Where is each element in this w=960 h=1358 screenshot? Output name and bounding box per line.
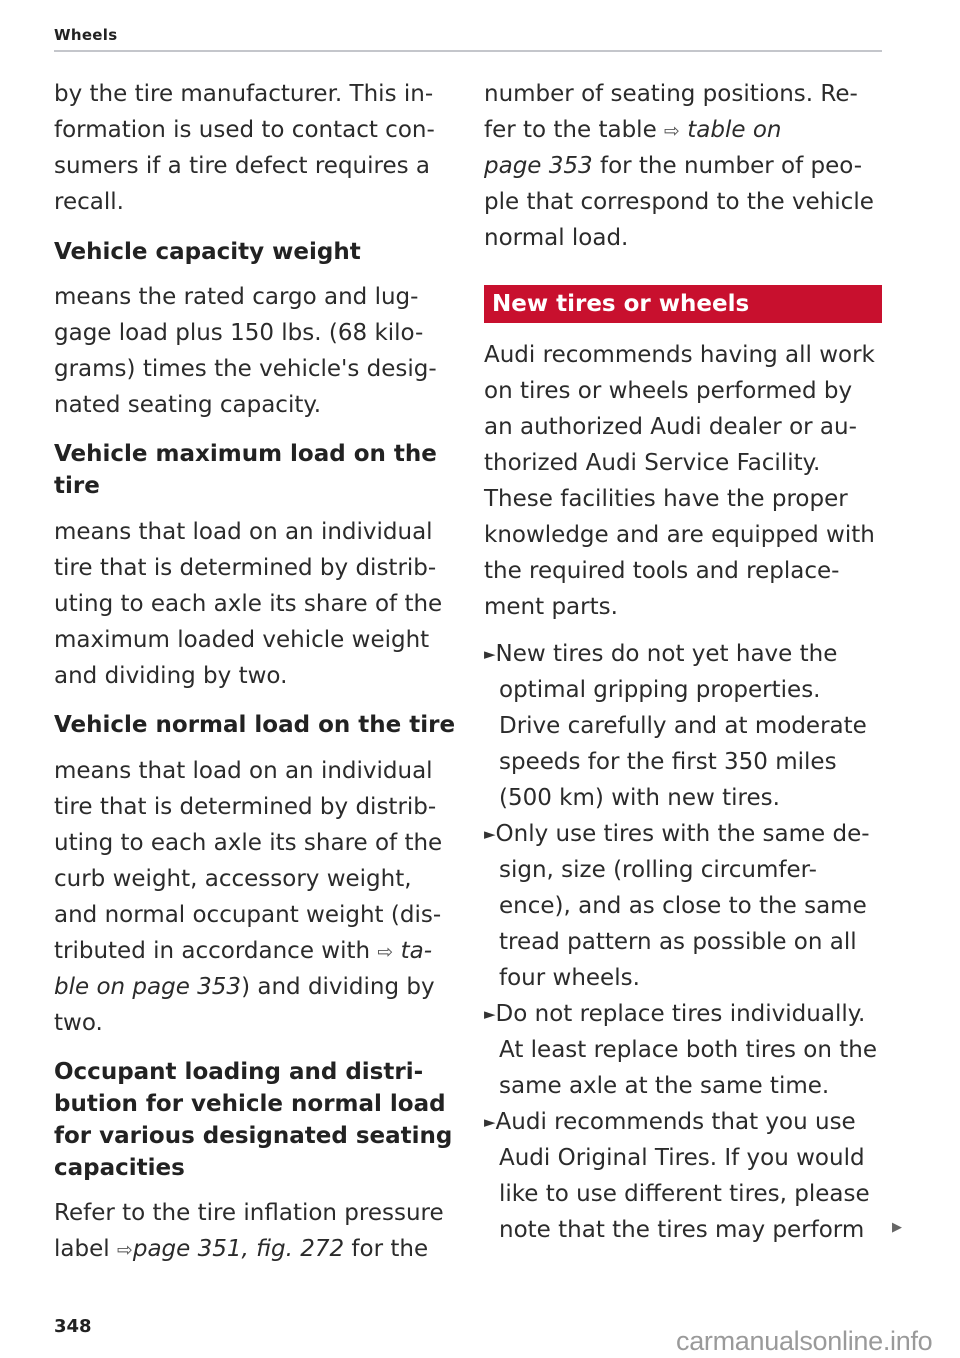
xref-arrow-icon: ⇨	[664, 120, 680, 142]
body-text: sign, size (rolling circumfer-	[499, 857, 817, 883]
heading-vehicle-capacity-weight: Vehicle capacity weight	[54, 239, 361, 265]
heading-vehicle-normal-load: Vehicle normal load on the tire	[54, 712, 456, 738]
body-text: These facilities have the proper	[484, 486, 848, 512]
body-text: tire that is determined by distrib-	[54, 794, 437, 820]
section-banner-new-tires	[484, 285, 882, 323]
bullet-icon: ►	[484, 1113, 496, 1131]
section-title: Wheels	[54, 26, 118, 44]
body-text: tread pattern as possible on all	[499, 929, 857, 955]
body-text: optimal gripping properties.	[499, 677, 821, 703]
body-text	[54, 933, 432, 970]
watermark: carmanualsonline.info	[676, 1326, 933, 1356]
body-text: means that load on an individual	[54, 758, 433, 784]
text-span: ) and dividing by	[241, 974, 435, 1000]
body-text	[484, 148, 862, 184]
xref-link-table-353[interactable]: ta-	[400, 938, 433, 964]
text-span: fer to the table	[484, 117, 665, 143]
body-text	[484, 112, 782, 149]
body-text: Audi recommends having all work	[484, 342, 875, 368]
body-text: thorized Audi Service Facility.	[484, 450, 821, 476]
xref-link-table-353[interactable]: ble on page 353	[54, 974, 242, 1000]
body-text: curb weight, accessory weight,	[54, 866, 412, 892]
text-span: for the number of peo-	[592, 153, 863, 179]
body-text: uting to each axle its share of the	[54, 591, 443, 617]
body-text: ple that correspond to the vehicle	[484, 189, 874, 215]
body-text: knowledge and are equipped with	[484, 522, 875, 548]
body-text: normal load.	[484, 225, 629, 251]
body-text: Drive carefully and at moderate	[499, 713, 867, 739]
text-span: label	[54, 1236, 117, 1262]
body-text: by the tire manufacturer. This in-	[54, 81, 434, 107]
heading-vehicle-maximum-load: tire	[54, 473, 100, 499]
body-text: recall.	[54, 189, 124, 215]
body-text: on tires or wheels performed by	[484, 378, 853, 404]
body-text: and normal occupant weight (dis-	[54, 902, 442, 928]
body-text: two.	[54, 1010, 103, 1036]
body-text: means the rated cargo and lug-	[54, 284, 419, 310]
text-span: Only use tires with the same de-	[495, 821, 870, 847]
page-number: 348	[54, 1316, 92, 1337]
body-text	[54, 969, 435, 1005]
body-text: means that load on an individual	[54, 519, 433, 545]
body-text: note that the tires may perform	[499, 1217, 865, 1243]
xref-arrow-icon: ⇨	[377, 941, 394, 963]
body-text: ment parts.	[484, 594, 618, 620]
body-text: same axle at the same time.	[499, 1073, 830, 1099]
body-text: (500 km) with new tires.	[499, 785, 780, 811]
text-span: for the	[344, 1236, 429, 1262]
bullet-icon: ►	[484, 645, 496, 663]
body-text: like to use different tires, please	[499, 1181, 870, 1207]
xref-link-table-353[interactable]: table on	[687, 117, 782, 143]
bullet-first-line	[484, 636, 837, 674]
xref-link-table-353[interactable]: page 353	[484, 153, 593, 179]
text-span: Do not replace tires individually.	[495, 1001, 866, 1027]
xref-arrow-icon: ⇨	[116, 1239, 133, 1261]
body-text: uting to each axle its share of the	[54, 830, 443, 856]
heading-vehicle-maximum-load: Vehicle maximum load on the	[54, 441, 437, 467]
body-text: Refer to the tire inflation pressure	[54, 1200, 444, 1226]
body-text: four wheels.	[499, 965, 640, 991]
heading-occupant-loading: Occupant loading and distri-	[54, 1059, 424, 1085]
body-text: speeds for the first 350 miles	[499, 749, 837, 775]
body-text: At least replace both tires on the	[499, 1037, 877, 1063]
body-text	[54, 1231, 428, 1268]
body-text: the required tools and replace-	[484, 558, 840, 584]
text-span: New tires do not yet have the	[495, 641, 838, 667]
bullet-icon: ►	[484, 825, 496, 843]
body-text: tire that is determined by distrib-	[54, 555, 437, 581]
bullet-first-line	[484, 996, 865, 1034]
bullet-first-line	[484, 1104, 856, 1142]
text-span: tributed in accordance with	[54, 938, 378, 964]
body-text: gage load plus 150 lbs. (68 kilo-	[54, 320, 424, 346]
body-text: nated seating capacity.	[54, 392, 322, 418]
header-divider	[54, 50, 882, 52]
body-text: ence), and as close to the same	[499, 893, 867, 919]
heading-occupant-loading: bution for vehicle normal load	[54, 1091, 446, 1117]
body-text: maximum loaded vehicle weight	[54, 627, 430, 653]
body-text: formation is used to contact con-	[54, 117, 435, 143]
body-text: grams) times the vehicle's desig-	[54, 356, 437, 382]
heading-occupant-loading: for various designated seating	[54, 1123, 453, 1149]
text-span: Audi recommends that you use	[495, 1109, 856, 1135]
body-text: number of seating positions. Re-	[484, 81, 858, 107]
bullet-first-line	[484, 816, 870, 854]
body-text: sumers if a tire defect requires a	[54, 153, 431, 179]
banner-title: New tires or wheels	[492, 291, 750, 317]
body-text: an authorized Audi dealer or au-	[484, 414, 857, 440]
body-text: and dividing by two.	[54, 663, 288, 689]
xref-link-page-351[interactable]: page 351, fig. 272	[132, 1236, 345, 1262]
bullet-icon: ►	[484, 1005, 496, 1023]
heading-occupant-loading: capacities	[54, 1155, 185, 1181]
body-text: Audi Original Tires. If you would	[499, 1145, 865, 1171]
continued-arrow-icon: ▶	[892, 1220, 902, 1235]
